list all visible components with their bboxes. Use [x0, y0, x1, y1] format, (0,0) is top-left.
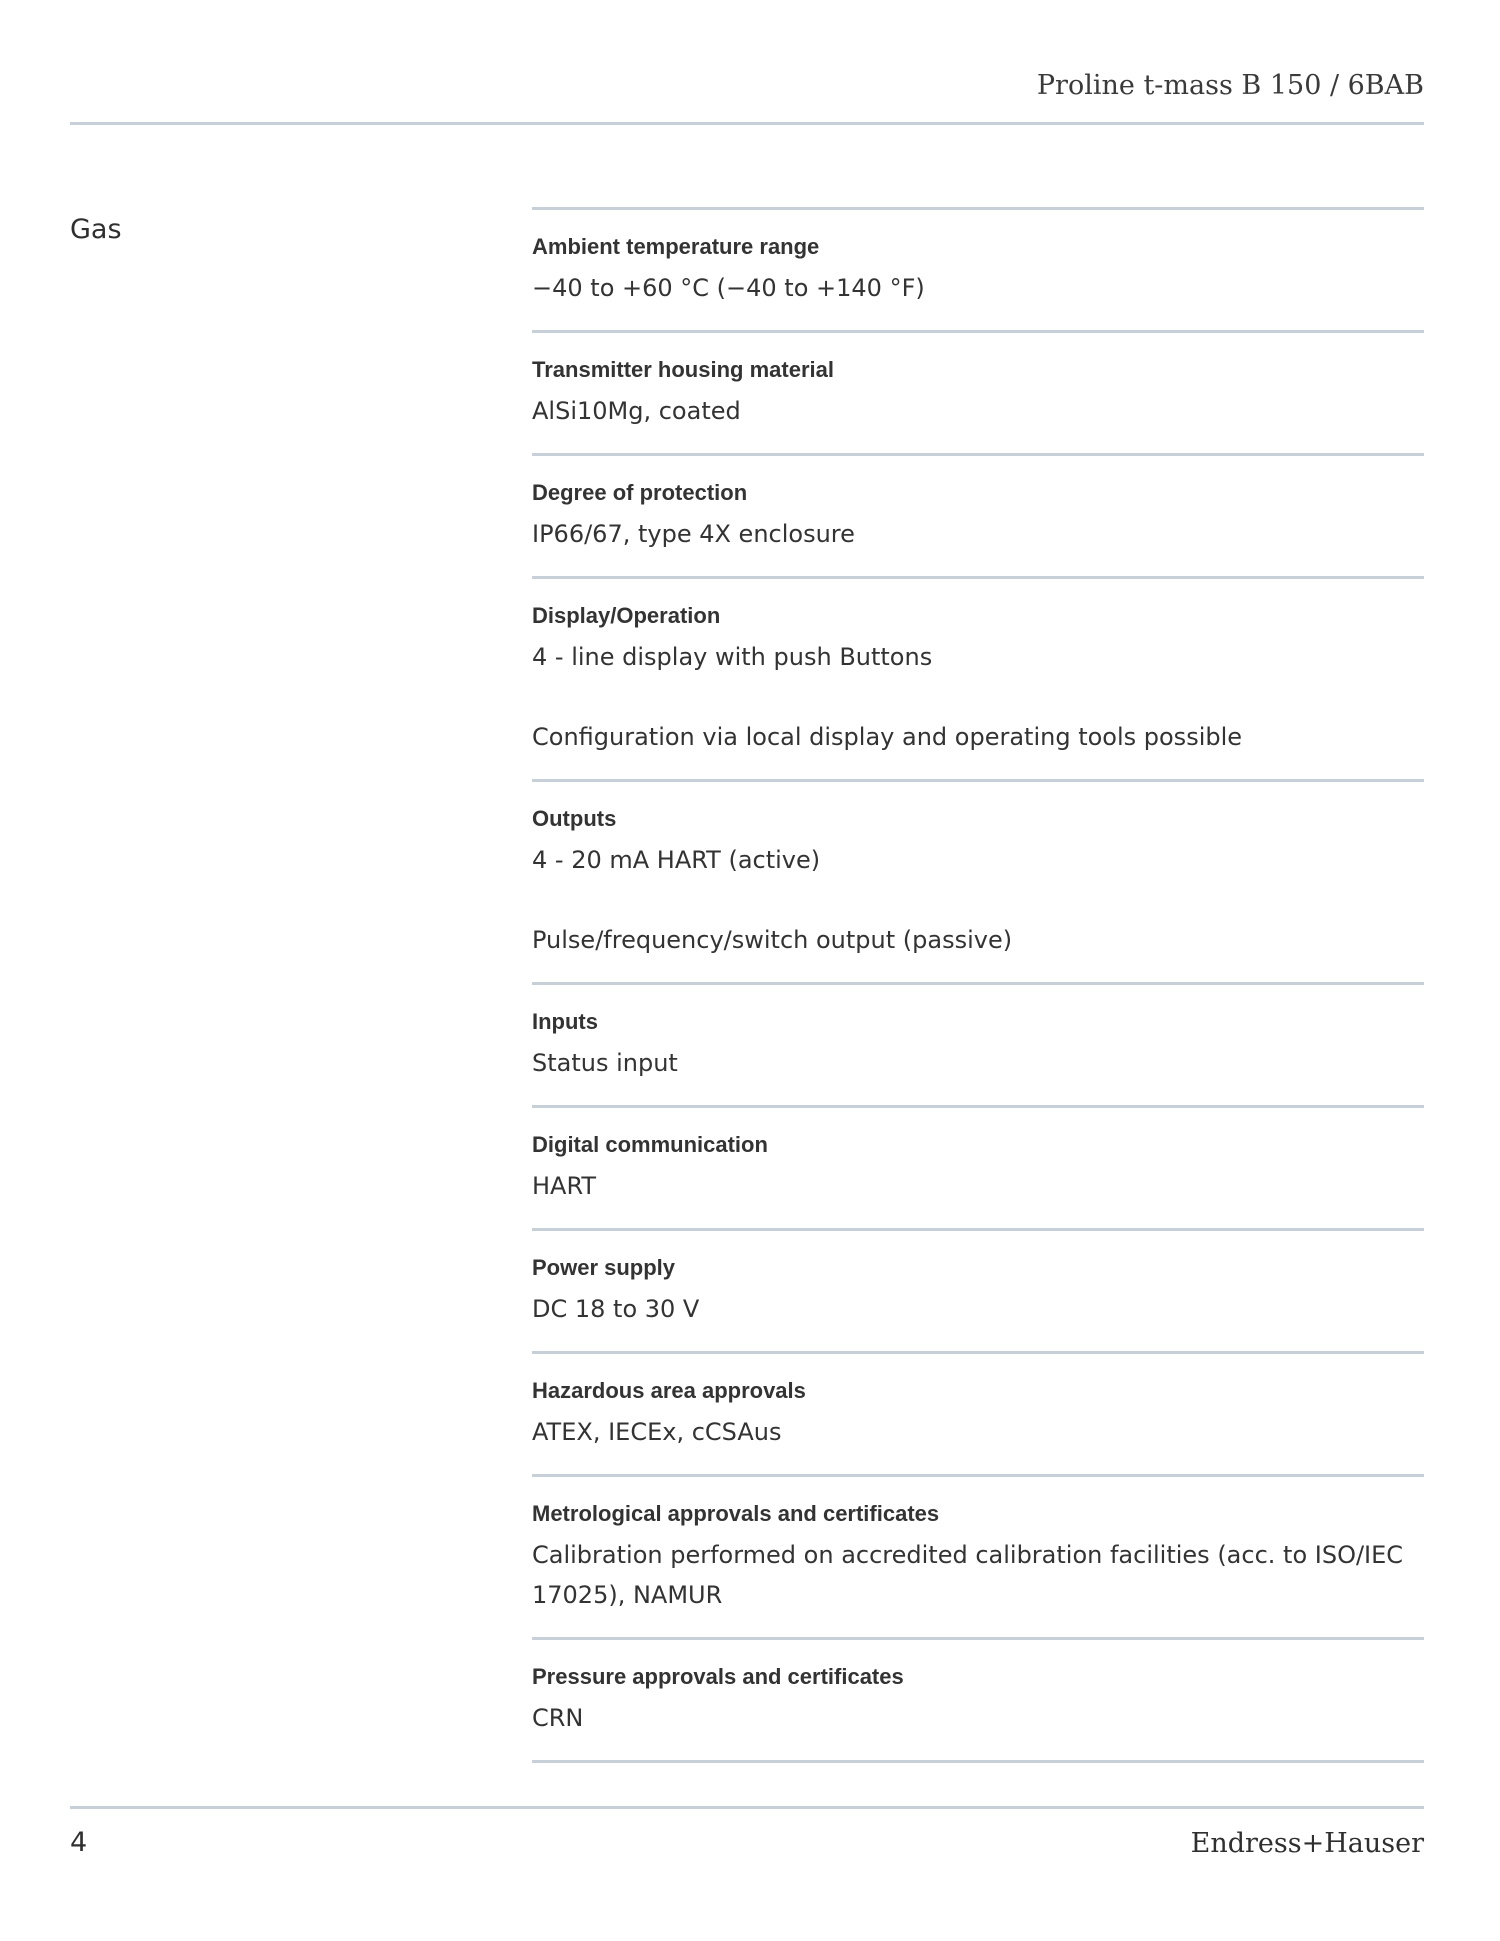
spec-value: Calibration performed on accredited calibration facilities (acc. to ISO/IEC 17025), NAMUR — [532, 1541, 1404, 1609]
spec-row-degree-of-protection — [532, 456, 1424, 579]
spec-value: DC 18 to 30 V — [532, 1295, 700, 1323]
spec-row-inputs — [532, 985, 1424, 1108]
spec-label: Hazardous area approvals — [532, 1378, 806, 1403]
spec-value: ATEX, IECEx, cCSAus — [532, 1418, 782, 1446]
header-divider — [70, 122, 1424, 125]
spec-label: Transmitter housing material — [532, 357, 834, 382]
spec-value: IP66/67, type 4X enclosure — [532, 520, 855, 548]
spec-label: Metrological approvals and certificates — [532, 1501, 940, 1526]
spec-label: Ambient temperature range — [532, 234, 820, 259]
spec-value: −40 to +60 °C (−40 to +140 °F) — [532, 274, 925, 302]
spec-value: AlSi10Mg, coated — [532, 397, 741, 425]
spec-row-housing-material — [532, 333, 1424, 456]
spec-row-digital-communication — [532, 1108, 1424, 1231]
document-title: Proline t-mass B 150 / 6BAB — [1036, 70, 1424, 101]
spec-value: CRN — [532, 1704, 584, 1732]
spec-label: Inputs — [532, 1009, 598, 1034]
spec-row-display-operation — [532, 579, 1424, 782]
spec-value: 4 ‐ 20 mA HART (active) — [532, 846, 821, 874]
spec-row-metrological-approvals — [532, 1477, 1424, 1640]
spec-label: Digital communication — [532, 1132, 768, 1157]
spec-label: Power supply — [532, 1255, 676, 1280]
spec-value: Status input — [532, 1049, 678, 1077]
spec-table — [532, 207, 1424, 1763]
page-number: 4 — [70, 1827, 88, 1858]
spec-label: Degree of protection — [532, 480, 748, 505]
spec-row-ambient-temperature — [532, 210, 1424, 333]
spec-label: Display/Operation — [532, 603, 721, 628]
spec-row-power-supply — [532, 1231, 1424, 1354]
spec-row-pressure-approvals — [532, 1640, 1424, 1763]
spec-value: Configuration via local display and operating tools possible — [532, 723, 1243, 751]
spec-row-outputs — [532, 782, 1424, 985]
spec-row-hazardous-area-approvals — [532, 1354, 1424, 1477]
spec-value: 4 ‐ line display with push Buttons — [532, 643, 933, 671]
footer-divider — [70, 1806, 1424, 1809]
brand-name: Endress+Hauser — [1190, 1828, 1424, 1859]
spec-label: Pressure approvals and certificates — [532, 1664, 904, 1689]
section-label: Gas — [70, 214, 122, 245]
spec-value: HART — [532, 1172, 597, 1200]
spec-value: Pulse/frequency/switch output (passive) — [532, 926, 1013, 954]
spec-label: Outputs — [532, 806, 617, 831]
